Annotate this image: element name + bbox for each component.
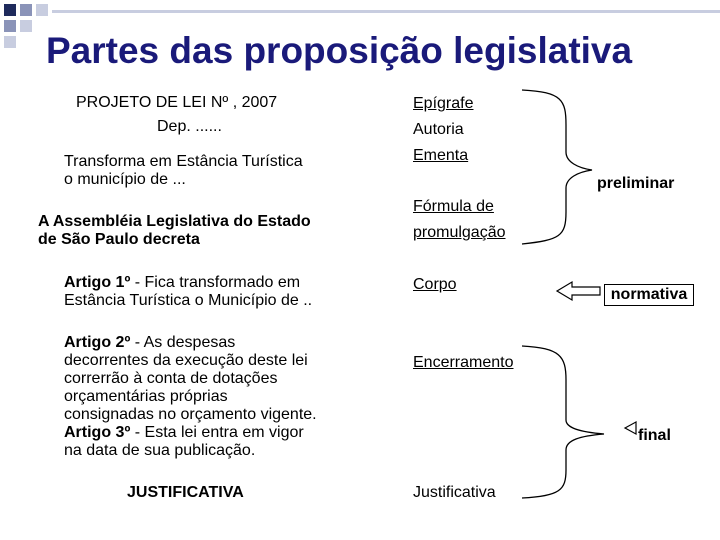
page-title: Partes das proposição legislativa (46, 30, 633, 71)
brace-preliminar (522, 90, 592, 244)
label-ementa: Ementa (413, 147, 469, 164)
label-formula-line2: promulgação (413, 224, 506, 241)
tag-preliminar: preliminar (597, 175, 675, 192)
arrow-normativa (557, 282, 600, 300)
arrow-final (625, 422, 636, 434)
artigo1-text: - Fica transformado em Estância Turística o Município de .. (64, 274, 313, 309)
bill-heading-line1: PROJETO DE LEI Nº , 2007 (76, 94, 278, 111)
ementa-text: Transforma em Estância Turística o município de ... (64, 153, 303, 188)
artigo2-text: - As despesas decorrentes da execução deste lei correrrão à conta de dotações orçamentárias próprias consignadas no orçamento vigente. (64, 334, 317, 423)
formula-text: A Assembléia Legislativa do Estado de São Paulo decreta (38, 213, 311, 248)
label-autoria: Autoria (413, 121, 464, 138)
brace-final (522, 346, 604, 498)
label-encerramento: Encerramento (413, 354, 514, 371)
label-epigrafe: Epígrafe (413, 95, 474, 112)
tag-normativa: normativa (604, 284, 694, 306)
artigo1-label: Artigo 1º (64, 274, 131, 291)
bill-heading-line2: Dep. ...... (157, 118, 222, 135)
label-justificativa: Justificativa (413, 484, 496, 501)
artigo3-label: Artigo 3º (64, 424, 131, 441)
artigo3-text: - Esta lei entra em vigor na data de sua publicação. (64, 424, 304, 459)
label-corpo: Corpo (413, 276, 457, 293)
artigo2-label: Artigo 2º (64, 334, 131, 351)
label-formula-line1: Fórmula de (413, 198, 494, 215)
justificativa-heading: JUSTIFICATIVA (127, 484, 244, 501)
tag-final: final (638, 427, 671, 444)
